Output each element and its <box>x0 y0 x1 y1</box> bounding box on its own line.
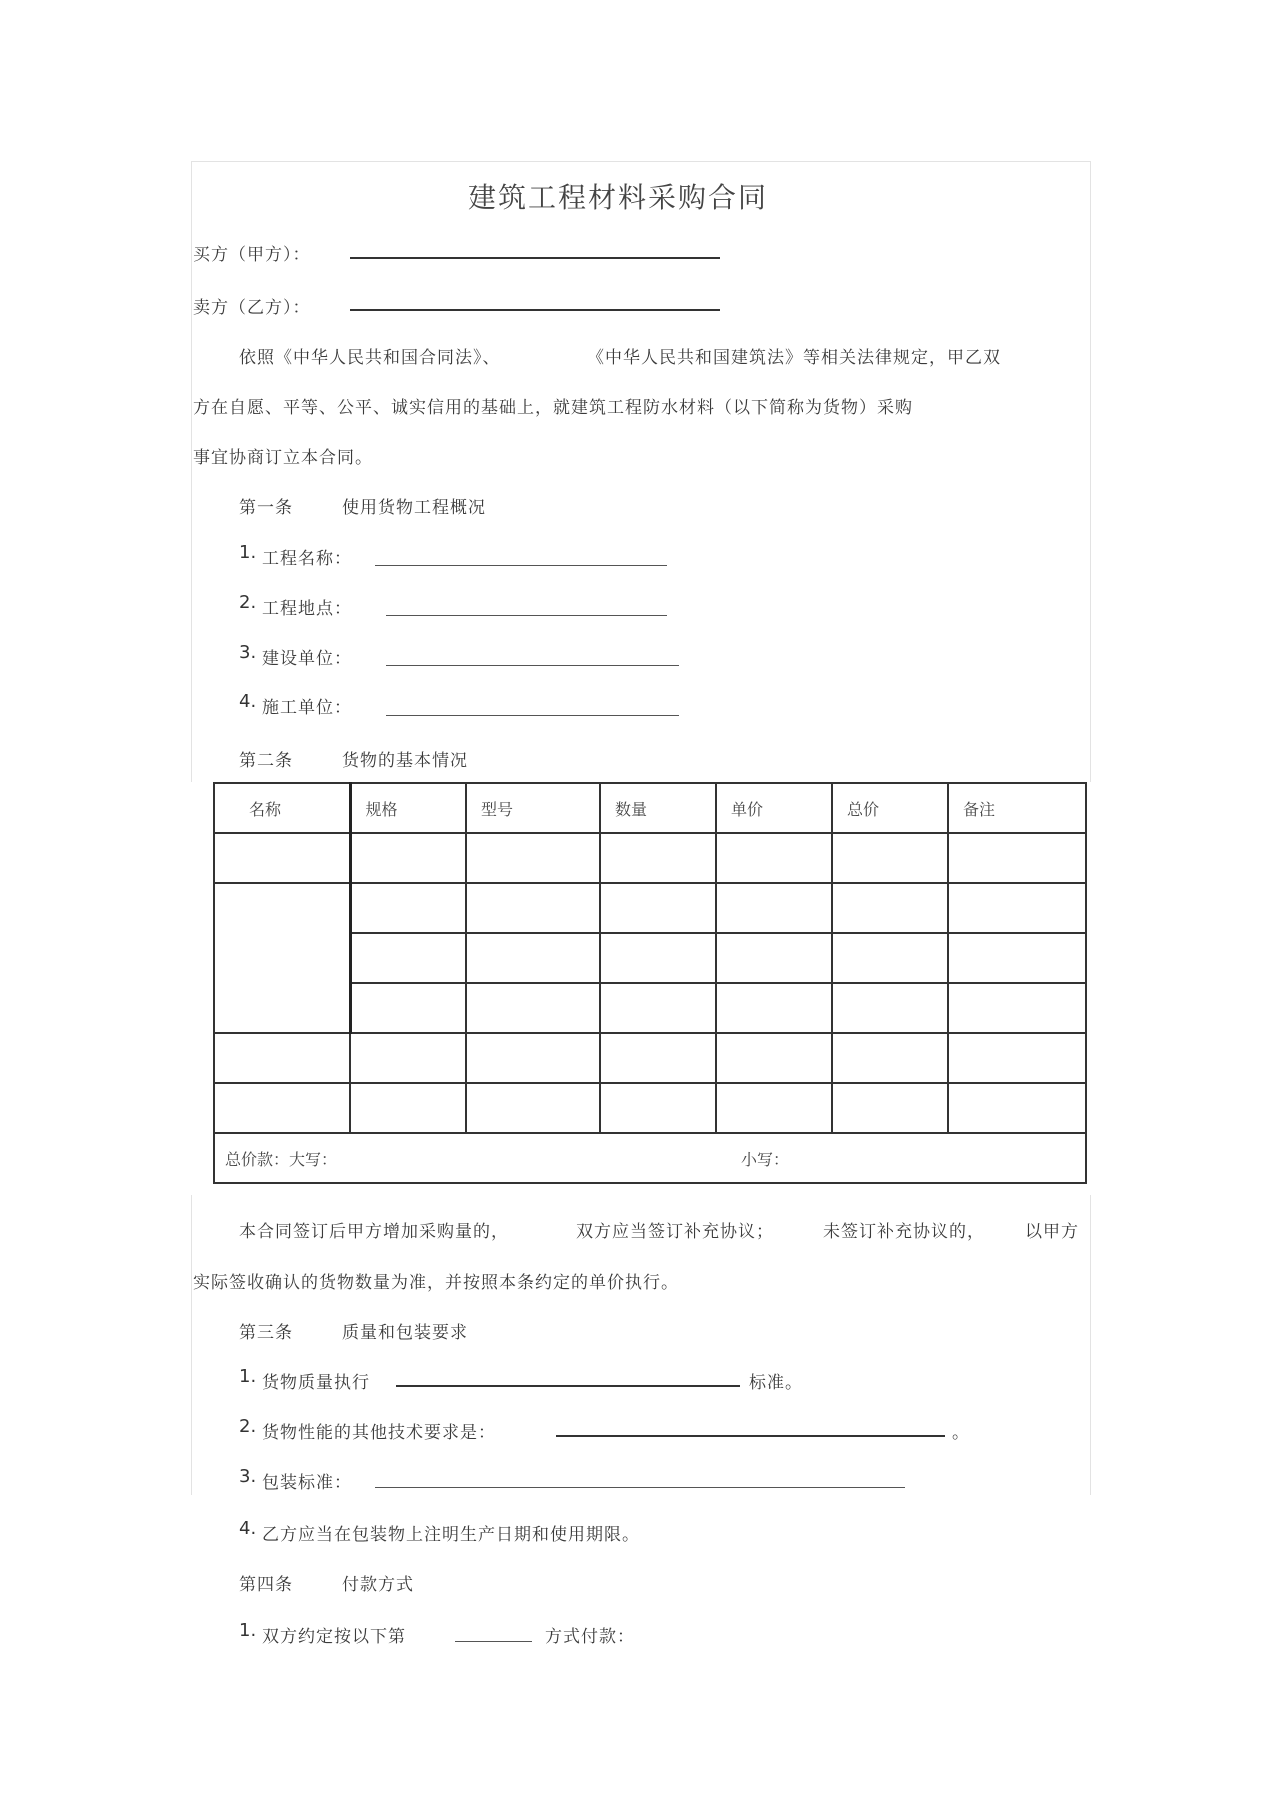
article1-item3-label: 建设单位： <box>262 649 352 669</box>
quality-standard-blank[interactable] <box>396 1385 740 1387</box>
table-cell[interactable] <box>832 1033 948 1083</box>
seller-label: 卖方（乙方）： <box>193 298 311 318</box>
article1-item1-label: 工程名称： <box>262 549 352 569</box>
header-unit-price: 单价 <box>716 783 832 833</box>
table-cell[interactable] <box>716 883 832 933</box>
intro-line1b: 《中华人民共和国建筑法》等相关法律规定，甲乙双 <box>587 348 1001 368</box>
table-cell[interactable] <box>600 1083 716 1133</box>
article3-item2-num: 2. <box>239 1416 257 1437</box>
article3-item2-suffix: 。 <box>952 1423 970 1443</box>
article4-title: 付款方式 <box>342 1575 414 1595</box>
header-name: 名称 <box>214 783 350 833</box>
header-spec: 规格 <box>350 783 466 833</box>
table-cell[interactable] <box>214 1083 350 1133</box>
article3-item3-label: 包装标准： <box>262 1473 352 1493</box>
article4-item1-label: 双方约定按以下第 <box>262 1627 406 1647</box>
buyer-blank[interactable] <box>350 257 720 259</box>
table-cell[interactable] <box>948 833 1086 883</box>
article1-item2-label: 工程地点： <box>262 599 352 619</box>
article1-item3-num: 3. <box>239 642 257 663</box>
total-cell[interactable] <box>214 1133 1086 1183</box>
table-cell[interactable] <box>466 1083 600 1133</box>
header-quantity: 数量 <box>600 783 716 833</box>
table-cell[interactable] <box>716 983 832 1033</box>
table-cell[interactable] <box>832 1083 948 1133</box>
article4-item1-suffix: 方式付款： <box>545 1627 635 1647</box>
tech-requirements-blank[interactable] <box>556 1435 945 1437</box>
table-cell[interactable] <box>600 1033 716 1083</box>
table-cell[interactable] <box>350 1033 466 1083</box>
table-cell[interactable] <box>350 983 466 1033</box>
article4-item1-num: 1. <box>239 1620 257 1641</box>
total-amount-label: 总价款：大写： <box>225 1149 338 1169</box>
table-cell[interactable] <box>832 983 948 1033</box>
table-header-row <box>214 783 1086 833</box>
table-cell[interactable] <box>466 833 600 883</box>
table-cell[interactable] <box>350 883 466 933</box>
table-cell[interactable] <box>350 933 466 983</box>
small-amount-label: 小写： <box>741 1149 790 1169</box>
table-cell[interactable] <box>600 883 716 933</box>
article3-item4-label: 乙方应当在包装物上注明生产日期和使用期限。 <box>262 1525 640 1545</box>
article1-label: 第一条 <box>239 498 293 518</box>
table-cell[interactable] <box>214 833 350 883</box>
table-cell[interactable] <box>466 983 600 1033</box>
article1-item4-label: 施工单位： <box>262 698 352 718</box>
table-cell-merged[interactable] <box>214 883 350 1033</box>
document-title: 建筑工程材料采购合同 <box>468 181 769 214</box>
table-cell[interactable] <box>716 1083 832 1133</box>
buyer-label: 买方（甲方）： <box>193 245 311 265</box>
page-frame-top <box>191 161 1091 782</box>
intro-line2: 方在自愿、平等、公平、诚实信用的基础上，就建筑工程防水材料（以下简称为货物）采购 <box>193 398 913 418</box>
table-cell[interactable] <box>600 983 716 1033</box>
article2-title: 货物的基本情况 <box>342 751 468 771</box>
table-cell[interactable] <box>466 1033 600 1083</box>
table-cell[interactable] <box>466 883 600 933</box>
article1-item4-num: 4. <box>239 691 257 712</box>
construction-unit-blank[interactable] <box>386 665 679 666</box>
intro-line3: 事宜协商订立本合同。 <box>193 448 373 468</box>
article3-item1-suffix: 标准。 <box>749 1373 803 1393</box>
article3-title: 质量和包装要求 <box>342 1323 468 1343</box>
article3-item2-label: 货物性能的其他技术要求是： <box>262 1423 496 1443</box>
seller-blank[interactable] <box>350 309 720 311</box>
table-cell[interactable] <box>716 933 832 983</box>
note-line2: 实际签收确认的货物数量为准，并按照本条约定的单价执行。 <box>193 1273 679 1293</box>
article4-label: 第四条 <box>239 1575 293 1595</box>
table-cell[interactable] <box>948 1083 1086 1133</box>
article3-item3-num: 3. <box>239 1466 257 1487</box>
table-cell[interactable] <box>350 833 466 883</box>
table-row <box>214 883 1086 933</box>
article3-item1-label: 货物质量执行 <box>262 1373 370 1393</box>
article2-label: 第二条 <box>239 751 293 771</box>
table-cell[interactable] <box>350 1083 466 1133</box>
table-cell[interactable] <box>832 833 948 883</box>
project-location-blank[interactable] <box>386 615 667 616</box>
article1-item1-num: 1. <box>239 542 257 563</box>
article3-item4-num: 4. <box>239 1518 257 1539</box>
table-cell[interactable] <box>716 833 832 883</box>
note-line1c: 未签订补充协议的， <box>823 1222 985 1242</box>
table-cell[interactable] <box>948 1033 1086 1083</box>
header-total-price: 总价 <box>832 783 948 833</box>
table-row <box>214 1033 1086 1083</box>
article3-label: 第三条 <box>239 1323 293 1343</box>
packaging-standard-blank[interactable] <box>375 1487 905 1488</box>
table-cell[interactable] <box>832 883 948 933</box>
table-row <box>214 833 1086 883</box>
article1-title: 使用货物工程概况 <box>342 498 486 518</box>
table-cell[interactable] <box>600 833 716 883</box>
project-name-blank[interactable] <box>375 565 667 566</box>
total-row <box>214 1133 1086 1183</box>
table-cell[interactable] <box>832 933 948 983</box>
payment-method-blank[interactable] <box>455 1641 532 1642</box>
table-cell[interactable] <box>716 1033 832 1083</box>
table-cell[interactable] <box>948 883 1086 933</box>
note-line1a: 本合同签订后甲方增加采购量的， <box>239 1222 509 1242</box>
table-cell[interactable] <box>600 933 716 983</box>
article1-item2-num: 2. <box>239 592 257 613</box>
header-remarks: 备注 <box>948 783 1086 833</box>
article3-item1-num: 1. <box>239 1366 257 1387</box>
intro-line1: 依照《中华人民共和国合同法》、 <box>239 348 501 368</box>
table-cell[interactable] <box>948 983 1086 1033</box>
header-model: 型号 <box>466 783 600 833</box>
table-cell[interactable] <box>948 933 1086 983</box>
goods-table <box>213 782 1087 1184</box>
table-row <box>214 1083 1086 1133</box>
builder-unit-blank[interactable] <box>386 715 679 716</box>
note-line1b: 双方应当签订补充协议； <box>576 1222 774 1242</box>
note-line1d: 以甲方 <box>1025 1222 1079 1242</box>
table-cell[interactable] <box>466 933 600 983</box>
table-cell[interactable] <box>214 1033 350 1083</box>
